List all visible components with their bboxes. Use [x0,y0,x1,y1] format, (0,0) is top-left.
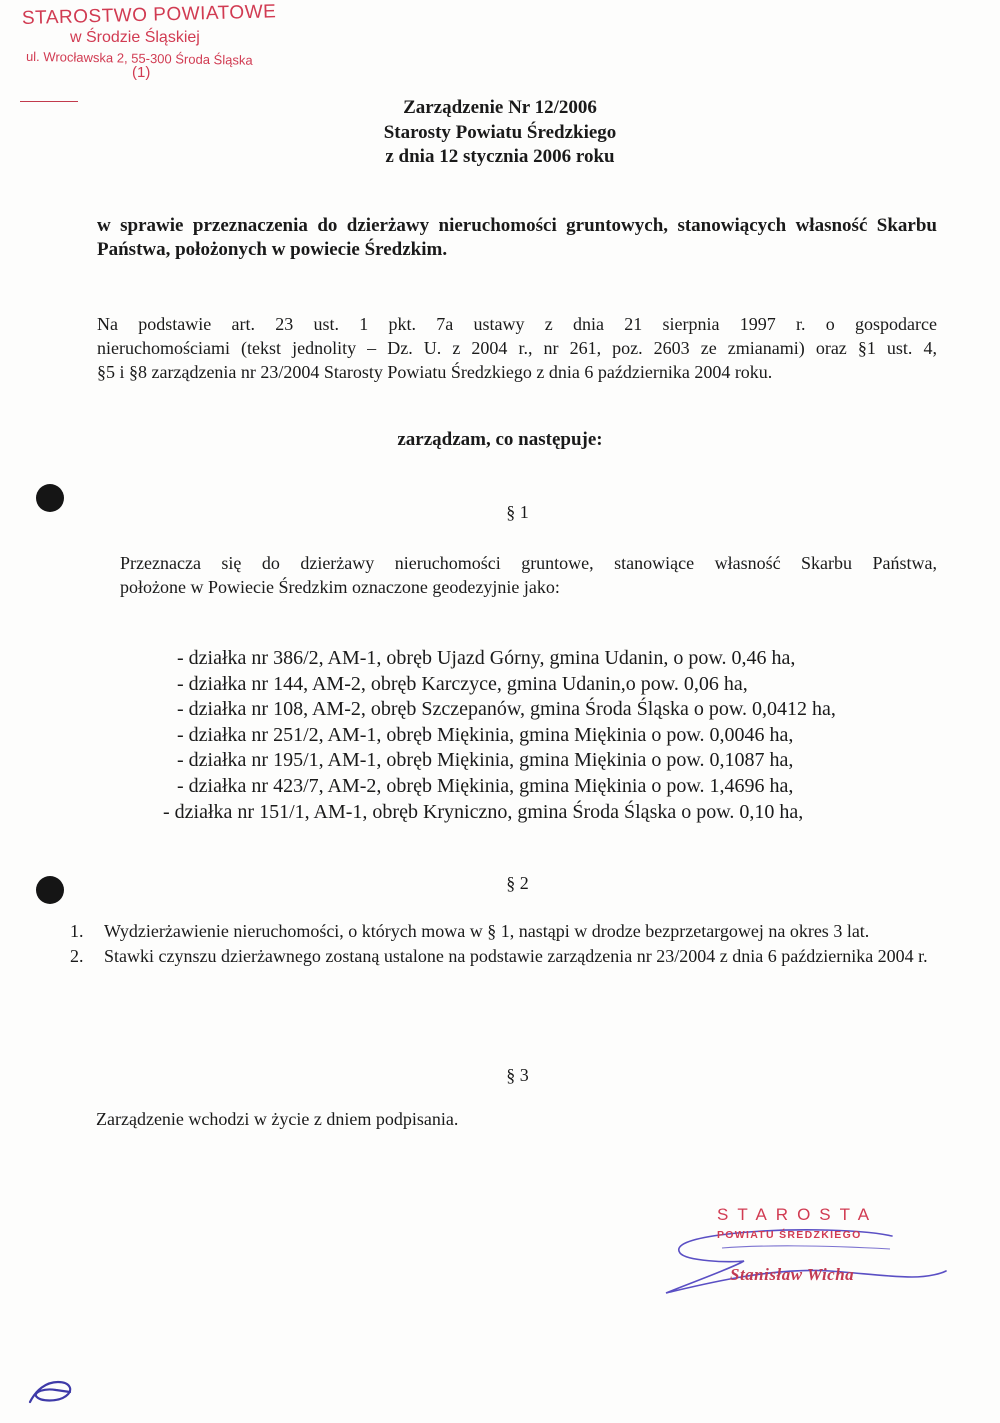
list-item-text: Stawki czynszu dzierżawnego zostaną ustalone na podstawie zarządzenia nr 23/2004 z dnia 6 października 2004 r. [104,945,928,966]
list-item [70,945,936,969]
section-2-list [70,920,936,968]
section-1-text-line-2: położone w Powiecie Średzkim oznaczone geodezyjnie jako: [120,577,560,597]
legal-basis-line-1: Na podstawie art. 23 ust. 1 pkt. 7a ustawy z dnia 21 sierpnia 1997 r. o gospodarce [97,314,937,334]
section-2-heading: § 2 [506,873,529,893]
stamp-line-3: ul. Wrocławska 2, 55-300 Środa Śląska [25,48,253,68]
list-item [70,920,936,944]
list-item: - działka nr 151/1, AM-1, obręb Kryniczno, gmina Środa Śląska o pow. 0,10 ha, [163,800,804,823]
document-title [0,96,1000,170]
stamp-line-2: w Środzie Śląskiej [70,29,200,46]
initials-mark-icon [26,1372,78,1413]
section-3-heading: § 3 [506,1065,529,1085]
stamp-line-1: STAROSTWO POWIATOWE [21,1,277,29]
section-3-text: Zarządzenie wchodzi w życie z dniem podpisania. [96,1109,459,1129]
signature-title: STAROSTA [717,1205,879,1224]
list-item: - działka nr 144, AM-2, obręb Karczyce, gmina Udanin,o pow. 0,06 ha, [177,672,748,695]
stamp-line-4: (1) [132,64,151,81]
title-line-3: z dnia 12 stycznia 2006 roku [385,146,615,167]
title-line-2: Starosty Powiatu Średzkiego [383,121,617,143]
title-line-1: Zarządzenie Nr 12/2006 [403,97,597,118]
order-clause: zarządzam, co następuje: [397,429,603,450]
signature-block [660,1205,960,1305]
legal-basis [97,312,937,384]
list-item-number: 1. [70,921,84,941]
signature-name: Stanisław Wicha [730,1265,855,1284]
list-item: - działka nr 251/2, AM-1, obręb Miękinia, gmina Miękinia o pow. 0,0046 ha, [177,723,794,746]
signature-office: POWIATU ŚREDZKIEGO [717,1229,862,1241]
document-subject: w sprawie przeznaczenia do dzierżawy nieruchomości gruntowych, stanowiących własność Skarbu Państwa, położonych w powiecie Średzkim. [97,215,937,260]
plot-list [163,646,836,825]
section-1-heading: § 1 [506,502,529,522]
list-item: - działka nr 195/1, AM-1, obręb Miękinia, gmina Miękinia o pow. 0,1087 ha, [177,749,794,772]
list-item: - działka nr 386/2, AM-1, obręb Ujazd Górny, gmina Udanin, o pow. 0,46 ha, [177,647,796,669]
list-item: - działka nr 423/7, AM-2, obręb Miękinia, gmina Miękinia o pow. 1,4696 ha, [177,774,794,797]
list-item: - działka nr 108, AM-2, obręb Szczepanów, gmina Środa Śląska o pow. 0,0412 ha, [177,698,836,721]
list-item-text: Wydzierżawienie nieruchomości, o których mowa w § 1, nastąpi w drodze bezprzetargowej na okres 3 lat. [104,921,870,941]
office-stamp [21,1,277,81]
legal-basis-line-2: nieruchomościami (tekst jednolity – Dz. U. z 2004 r., nr 261, poz. 2603 ze zmianami) oraz §1 ust. 4, [97,338,937,358]
section-1-text [120,551,937,599]
section-1-text-line-1: Przeznacza się do dzierżawy nieruchomości gruntowe, stanowiące własność Skarbu Państwa, [120,553,937,573]
list-item-number: 2. [70,945,84,966]
legal-basis-line-3: §5 i §8 zarządzenia nr 23/2004 Starosty Powiatu Średzkiego z dnia 6 października 2004 roku. [97,362,773,382]
